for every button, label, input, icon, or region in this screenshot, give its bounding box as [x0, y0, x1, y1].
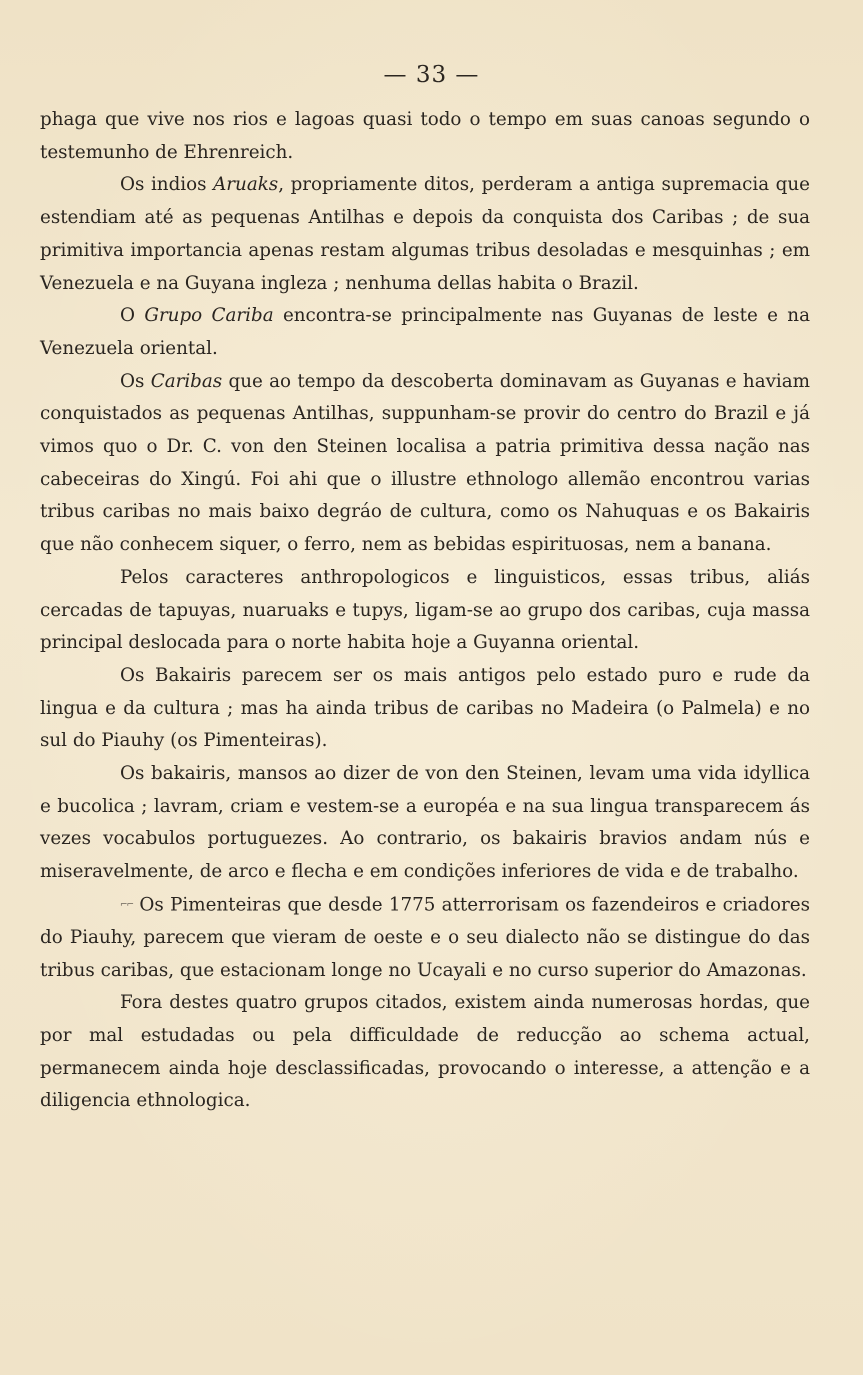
- text-segment: O: [120, 305, 145, 327]
- paragraph-aruaks: [40, 169, 810, 300]
- paragraph-pimenteiras: [40, 889, 810, 987]
- text-segment: Pelos caracteres anthropologicos e linguisticos, essas tribus, aliás cercadas de tapuyas, nuaruaks e tupys, ligam-se ao grupo dos caribas, cuja massa principal deslocada para o norte habita hoje a Guyanna oriental.: [40, 566, 810, 654]
- text-segment: Os: [120, 370, 151, 392]
- paragraph-caracteres: [40, 562, 810, 660]
- paragraph-continued: [40, 104, 810, 169]
- page-number: — 33 —: [383, 62, 480, 88]
- text-segment: phaga que vive nos rios e lagoas quasi todo o tempo em suas canoas segundo o testemunho de Ehrenreich.: [40, 109, 810, 163]
- text-segment: encontra-se principalmente nas Guyanas de leste e na Venezuela oriental.: [40, 305, 810, 359]
- text-segment-italic: Grupo Cariba: [144, 305, 274, 327]
- text-segment: que ao tempo da descoberta dominavam as Guyanas e haviam conquistados as pequenas Antilhas, suppunham-se provir do centro do Brazil e já vimos quo o Dr. C. von den Steinen localisa a patria primitiva dessa nação nas cabeceiras do Xingú. Foi ahi que o illustre ethnologo allemão encontrou varias tribus caribas no mais baixo degráo de cultura, como os Nahuquas e os Bakairis que não conhecem siquer, o ferro, nem as bebidas espirituosas, nem a banana.: [40, 370, 810, 556]
- text-segment: , propriamente ditos, perderam a antiga supremacia que estendiam até as pequenas Antilhas e depois da conquista dos Caribas ; de sua primitiva importancia apenas restam algumas tribus desoladas e mesquinhas ; em Venezuela e na Guyana ingleza ; nenhuma dellas habita o Brazil.: [40, 174, 810, 294]
- text-segment-italic: Caribas: [150, 370, 223, 392]
- paragraph-bakairis-antigos: [40, 660, 810, 758]
- text-segment: Os Bakairis parecem ser os mais antigos pelo estado puro e rude da lingua e da cultura ; mas ha ainda tribus de caribas no Madeira (o Palmela) e no sul do Piauhy (os Pimenteiras).: [40, 664, 810, 752]
- paragraph-bakairis-mansos: [40, 758, 810, 889]
- text-segment: Os Pimenteiras que desde 1775 atterrorisam os fazendeiros e criadores do Piauhy, parecem que vieram de oeste e o seu dialecto não se distingue do das tribus caribas, que estacionam longe no Ucayali e no curso superior do Amazonas.: [40, 894, 810, 981]
- paragraph-grupo-cariba: [40, 300, 810, 365]
- text-segment: Os indios: [120, 174, 214, 196]
- margin-mark-icon: ⌐⌐: [120, 899, 134, 910]
- text-segment-italic: Aruaks: [213, 174, 279, 196]
- body-text: [40, 104, 810, 1118]
- text-segment: Os bakairis, mansos ao dizer de von den Steinen, levam uma vida idyllica e bucolica ; lavram, criam e vestem-se a européa e na sua lingua transparecem ás vezes vocabulos portuguezes. Ao contrario, os bakairis bravios andam nús e miseravelmente, de arco e flecha e em condições inferiores de vida e de trabalho.: [40, 763, 810, 883]
- text-segment: Fora destes quatro grupos citados, existem ainda numerosas hordas, que por mal estudadas ou pela difficuldade de reducção ao schema actual, permanecem ainda hoje desclassificadas, provocando o interesse, a attenção e a diligencia ethnologica.: [40, 992, 810, 1112]
- paragraph-caribas: [40, 366, 810, 562]
- paragraph-fora-destes: [40, 987, 810, 1118]
